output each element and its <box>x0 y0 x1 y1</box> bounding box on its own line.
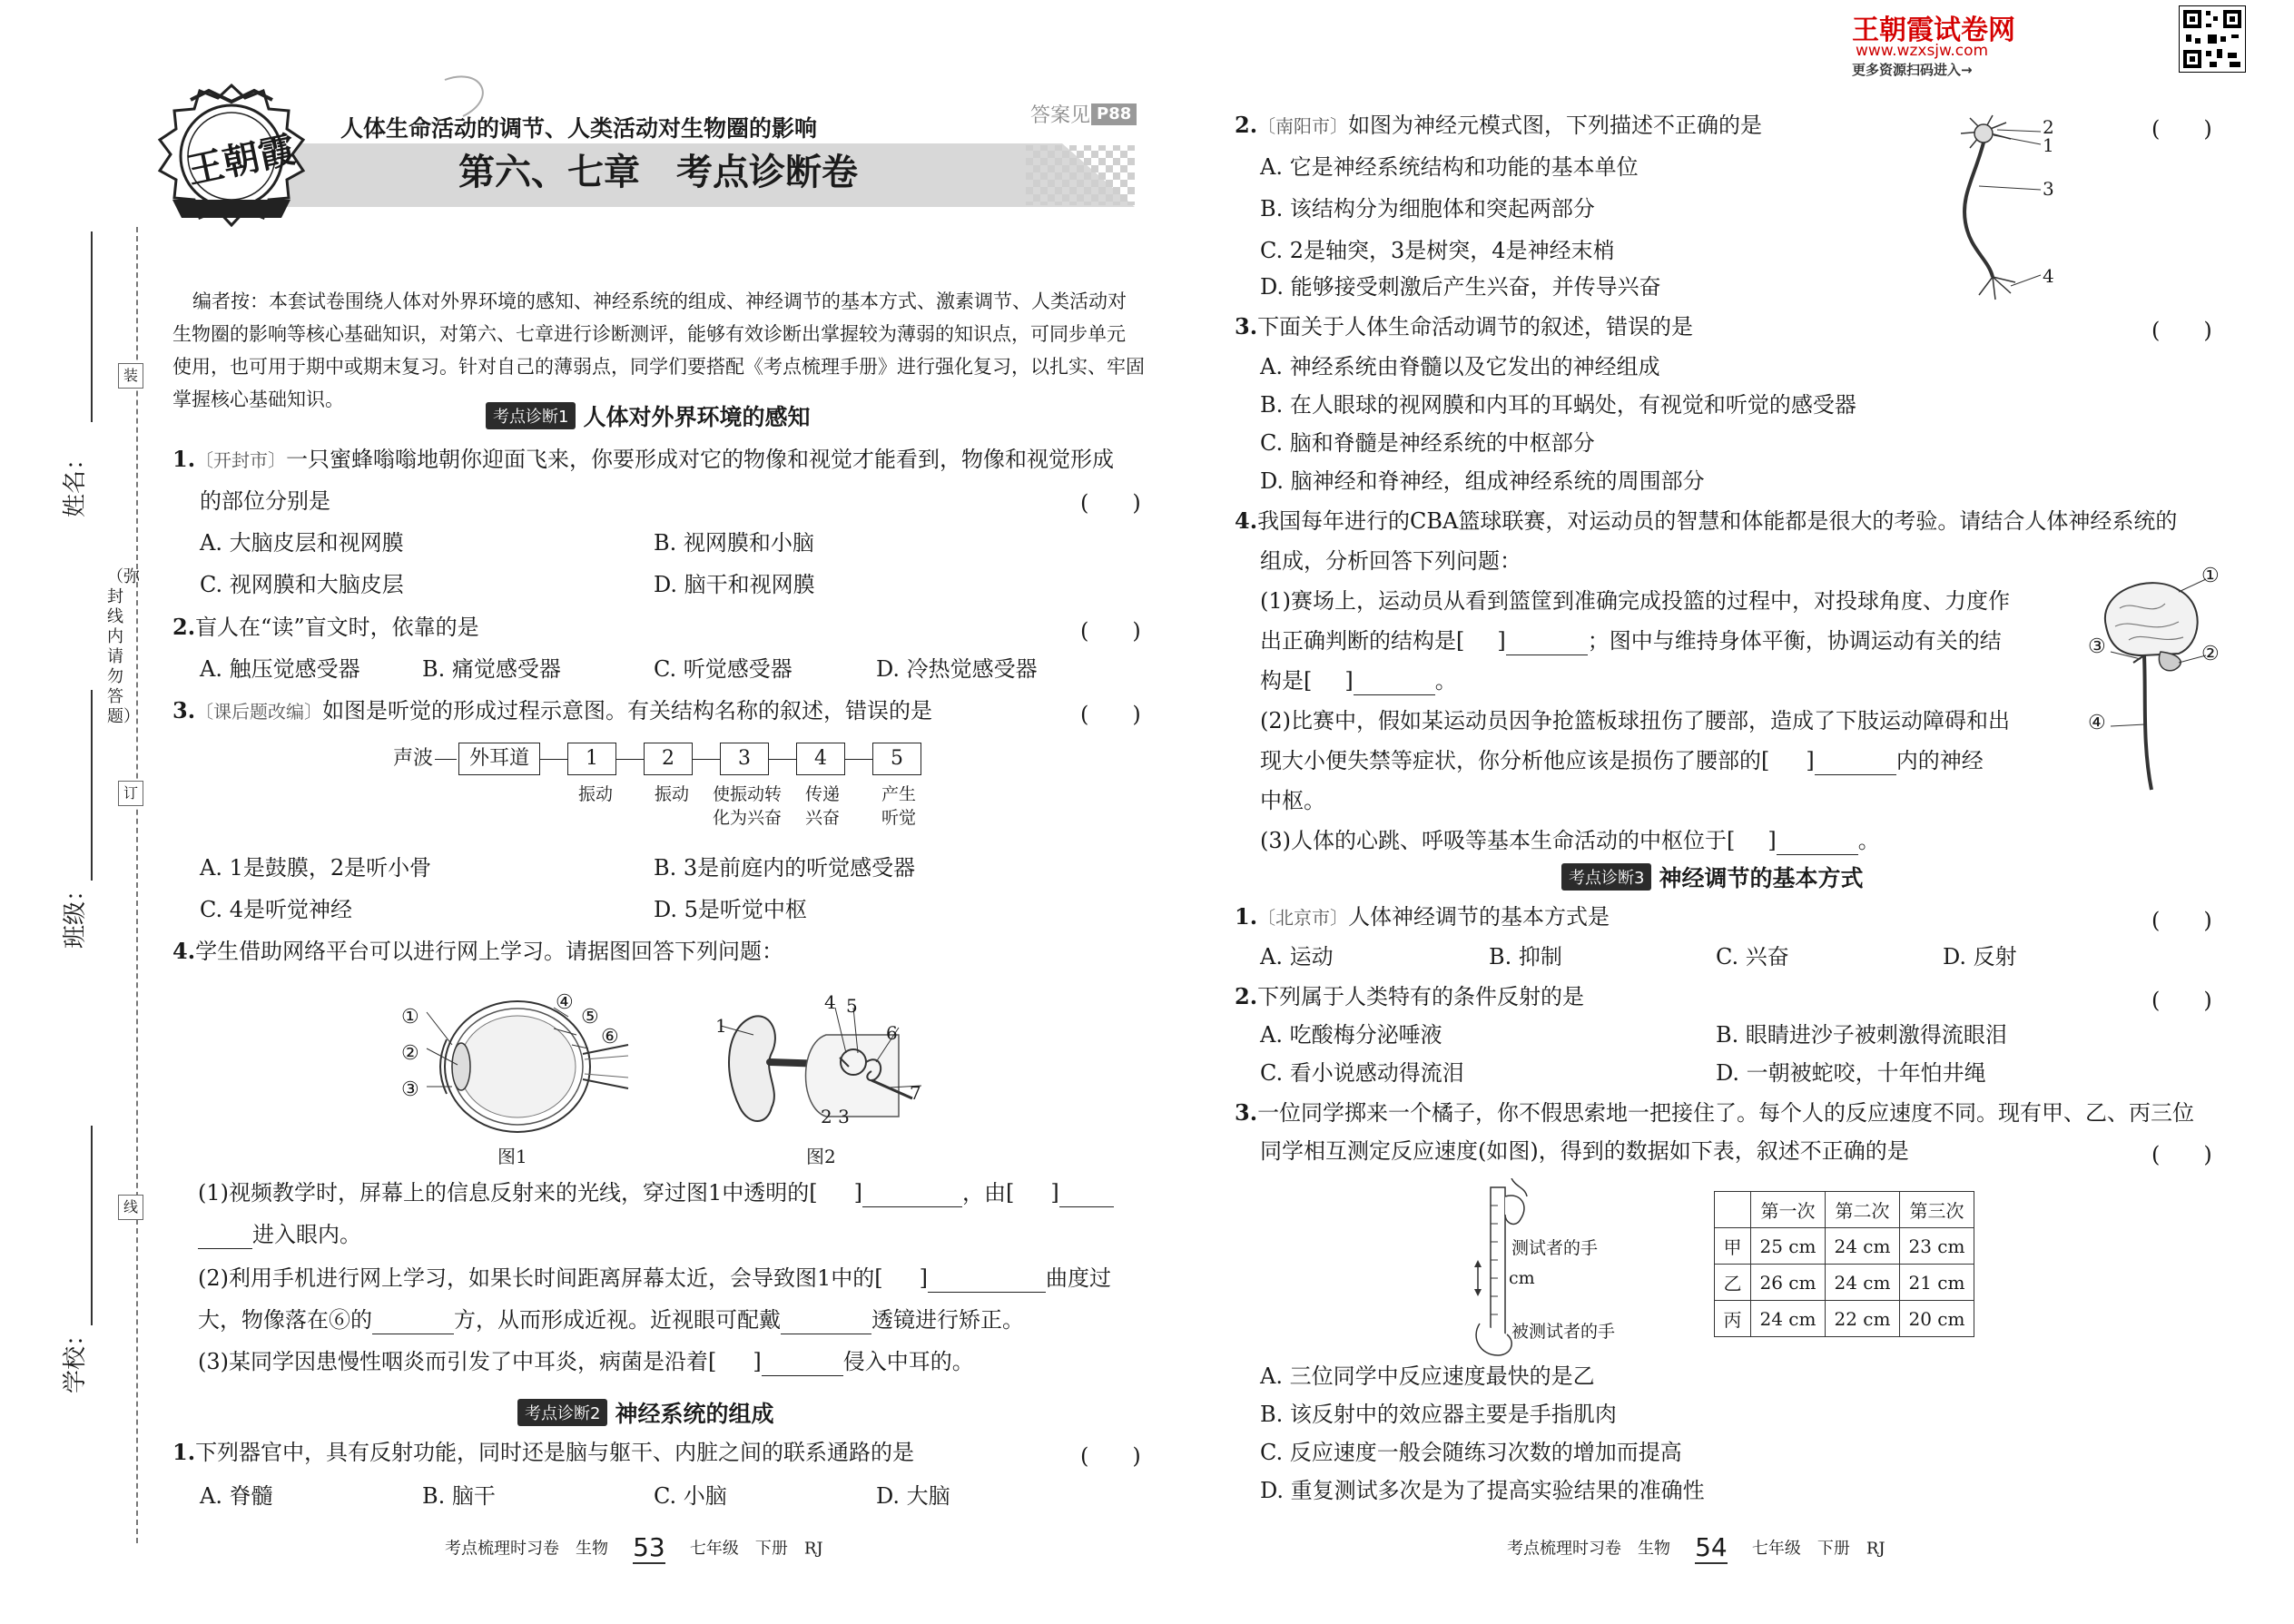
s3q1-option-a[interactable]: A. 运动 <box>1260 944 1334 969</box>
flow-arrow <box>540 759 567 760</box>
r-q3-option-a[interactable]: A. 神经系统由脊髓以及它发出的神经组成 <box>1260 354 1660 379</box>
section-2-badge: 考点诊断2 <box>517 1399 607 1426</box>
r-q3-stem: 3.下面关于人体生命活动调节的叙述，错误的是 <box>1235 313 1694 340</box>
section-1-title: 人体对外界环境的感知 <box>583 404 811 430</box>
r-q4-blank-3b[interactable] <box>1777 832 1858 855</box>
q1-option-b[interactable]: B. 视网膜和小脑 <box>654 530 814 556</box>
table-cell: 24 cm <box>1826 1265 1900 1301</box>
s3q3-option-a[interactable]: A. 三位同学中反应速度最快的是乙 <box>1260 1363 1595 1389</box>
flow-box-1: 1 <box>567 743 616 775</box>
flow-arrow <box>693 759 720 760</box>
q2-option-c[interactable]: C. 听觉感受器 <box>654 656 793 682</box>
answer-ref-page[interactable]: P88 <box>1091 103 1137 125</box>
name-label: 姓名： <box>62 446 89 517</box>
section-3-badge: 考点诊断3 <box>1561 863 1651 891</box>
section-1-badge: 考点诊断1 <box>486 402 576 429</box>
r-q3-answer-paren[interactable]: ( ) <box>2151 318 2212 343</box>
q3-option-c[interactable]: C. 4是听觉神经 <box>200 897 353 922</box>
binding-dash-line <box>136 227 138 1543</box>
r-q2-option-c[interactable]: C. 2是轴突，3是树突，4是神经末梢 <box>1260 238 1615 263</box>
table-header-cell: 第二次 <box>1826 1192 1900 1228</box>
q4-blank-1e[interactable] <box>198 1225 252 1249</box>
q2-option-a[interactable]: A. 触压觉感受器 <box>200 656 360 682</box>
q3-option-a[interactable]: A. 1是鼓膜，2是听小骨 <box>200 855 432 881</box>
flow-box-4: 4 <box>796 743 845 775</box>
q2-answer-paren[interactable]: ( ) <box>1080 618 1141 644</box>
flow-label-2: 振动 <box>655 784 690 804</box>
eye-label-1: ① <box>401 1006 419 1029</box>
fig-tester-label: 测试者的手 <box>1511 1238 1599 1258</box>
eye-label-4: ④ <box>556 991 574 1014</box>
flow-arrow <box>845 759 872 760</box>
q4-blank-2c[interactable] <box>372 1311 454 1334</box>
q4-part1-line2: 进入眼内。 <box>198 1220 361 1249</box>
binding-mark-xian: 线 <box>118 1195 143 1220</box>
q4-blank-3b[interactable] <box>762 1353 843 1376</box>
r-q4-part1-line1: (1)赛场上，运动员从看到篮筐到准确完成投篮的过程中，对投球角度、力度作 <box>1260 588 2010 614</box>
section-3-heading <box>1561 861 1863 893</box>
s3q1-answer-paren[interactable]: ( ) <box>2151 908 2212 933</box>
section-1-heading <box>486 399 810 432</box>
q4-blank-1c[interactable] <box>1014 1184 1050 1207</box>
brain-label-1: ① <box>2201 565 2220 587</box>
ear-label-6: 6 <box>886 1022 898 1044</box>
brain-label-4: ④ <box>2088 712 2106 734</box>
right-footer <box>1507 1532 1885 1562</box>
flow-arrow <box>616 759 644 760</box>
neuron-label-4: 4 <box>2043 265 2054 287</box>
fig1-caption: 图1 <box>497 1146 527 1167</box>
editor-note-line1: 编者按：本套试卷围绕人体对外界环境的感知、神经系统的组成、神经调节的基本方式、激素调节、人类活动对 <box>192 290 1127 312</box>
q1-option-c[interactable]: C. 视网膜和大脑皮层 <box>200 572 404 597</box>
editor-note-line3: 使用，也可用于期中或期末复习。针对自己的薄弱点，同学们要搭配《考点梳理手册》进行强化复习，以扎实、牢固 <box>172 356 1145 378</box>
r-q3-option-c[interactable]: C. 脑和脊髓是神经系统的中枢部分 <box>1260 430 1595 456</box>
r-q2-answer-paren[interactable]: ( ) <box>2151 116 2212 142</box>
table-cell: 23 cm <box>1900 1228 1974 1265</box>
flow-arrow <box>769 759 796 760</box>
q2-option-b[interactable]: B. 痛觉感受器 <box>422 656 561 682</box>
eye-label-2: ② <box>401 1042 419 1065</box>
flow-box-2: 2 <box>644 743 693 775</box>
r-q4-part2-line3: 中枢。 <box>1260 788 1325 813</box>
q4-blank-2b[interactable] <box>928 1269 1046 1293</box>
neuron-label-1: 1 <box>2043 134 2054 156</box>
q4-part2-line1: (2)利用手机进行网上学习，如果长时间距离屏幕太近，会导致图1中的[ ] 曲度过 <box>198 1265 1112 1291</box>
qr-code-icon[interactable] <box>2179 5 2246 73</box>
s3q1-option-b[interactable]: B. 抑制 <box>1489 944 1562 969</box>
eye-label-3: ③ <box>401 1078 419 1101</box>
fig-unit-label: cm <box>1509 1268 1535 1288</box>
eye-label-6: ⑥ <box>601 1026 619 1048</box>
r-q4-blank-1a[interactable] <box>1464 632 1497 655</box>
table-row <box>1715 1228 1974 1265</box>
flow-box-5: 5 <box>872 743 921 775</box>
table-cell: 24 cm <box>1826 1228 1900 1265</box>
ear-label-1: 1 <box>715 1015 727 1037</box>
table-row <box>1715 1301 1974 1337</box>
r-q2-option-d[interactable]: D. 能够接受刺激后产生兴奋，并传导兴奋 <box>1260 274 1661 300</box>
fig2-caption: 图2 <box>806 1146 836 1167</box>
eye-label-5: ⑤ <box>581 1006 599 1029</box>
header-subtitle: 人体生命活动的调节、人类活动对生物圈的影响 <box>340 115 818 142</box>
r-q4-part2-line2: 现大小便失禁等症状，你分析他应该是损伤了腰部的[ ] 内的神经 <box>1260 748 1984 773</box>
site-promo: 更多资源扫码进入→ <box>1852 62 1973 78</box>
s3q1-option-c[interactable]: C. 兴奋 <box>1716 944 1789 969</box>
page-number: 54 <box>1695 1532 1728 1562</box>
flow-label-5b: 听觉 <box>881 808 917 828</box>
s2q1-option-d[interactable]: D. 大脑 <box>876 1483 950 1509</box>
q1-option-a[interactable]: A. 大脑皮层和视网膜 <box>200 530 404 556</box>
s2q1-answer-paren[interactable]: ( ) <box>1080 1443 1141 1469</box>
q3-stem: 3.〔课后题改编〕如图是听觉的形成过程示意图。有关结构名称的叙述，错误的是 <box>172 697 933 723</box>
s2q1-option-c[interactable]: C. 小脑 <box>654 1483 727 1509</box>
table-header-cell <box>1715 1192 1751 1228</box>
binding-mark-ding: 订 <box>118 781 143 806</box>
s3q3-option-c[interactable]: C. 反应速度一般会随练习次数的增加而提高 <box>1260 1440 1682 1465</box>
neuron-label-2: 2 <box>2043 116 2054 138</box>
flow-label-5a: 产生 <box>881 784 917 804</box>
q4-part2-line2: 大，物像落在⑥的 方，从而形成近视。近视眼可配戴 透镜进行矫正。 <box>198 1307 1024 1333</box>
brain-label-2: ② <box>2201 643 2220 665</box>
r-q4-part2-line1: (2)比赛中，假如某运动员因争抢篮板球扭伤了腰部，造成了下肢运动障碍和出 <box>1260 708 2010 733</box>
r-q4-blank-1b[interactable] <box>1506 632 1588 655</box>
brain-spinal-diagram <box>2079 572 2233 799</box>
flow-arrow <box>435 759 457 760</box>
q4-blank-2d[interactable] <box>781 1311 871 1334</box>
q3-answer-paren[interactable]: ( ) <box>1080 702 1141 727</box>
table-header-cell: 第一次 <box>1751 1192 1826 1228</box>
table-cell: 21 cm <box>1900 1265 1974 1301</box>
q4-blank-3a[interactable] <box>716 1353 753 1376</box>
editor-note-line2: 生物圈的影响等核心基础知识，对第六、七章进行诊断测评，能够有效诊断出掌握较为薄弱的知识点，可同步单元 <box>172 323 1126 345</box>
seal-note: （弥封线内请勿答题） <box>107 567 140 726</box>
r-q3-option-d[interactable]: D. 脑神经和脊神经，组成神经系统的周围部分 <box>1260 468 1705 494</box>
s3q2-option-a[interactable]: A. 吃酸梅分泌唾液 <box>1260 1022 1442 1048</box>
ear-label-7: 7 <box>910 1082 921 1104</box>
table-cell: 20 cm <box>1900 1301 1974 1337</box>
page-number: 53 <box>633 1532 665 1562</box>
editor-note-line4: 掌握核心基础知识。 <box>172 389 344 410</box>
r-q2-option-b[interactable]: B. 该结构分为细胞体和突起两部分 <box>1260 196 1595 221</box>
table-cell: 25 cm <box>1751 1228 1826 1265</box>
table-cell: 24 cm <box>1751 1301 1826 1337</box>
table-cell: 丙 <box>1715 1301 1751 1337</box>
footer-book: 考点梳理时习卷 生物 <box>1507 1539 1670 1559</box>
neuron-label-3: 3 <box>2043 178 2054 200</box>
r-q4-stem-line1: 4.我国每年进行的CBA篮球联赛，对运动员的智慧和体能都是很大的考验。请结合人体神经系统的 <box>1235 507 2178 534</box>
q1-stem-line2: 的部位分别是 <box>200 488 330 514</box>
class-underline[interactable] <box>91 690 93 881</box>
flow-label-3b: 化为兴奋 <box>713 808 783 828</box>
q4-stem: 4.学生借助网络平台可以进行网上学习。请据图回答下列问题： <box>172 938 784 964</box>
table-cell: 22 cm <box>1826 1301 1900 1337</box>
reaction-results-table <box>1714 1191 1974 1337</box>
s2q1-option-b[interactable]: B. 脑干 <box>422 1483 496 1509</box>
section-2-heading <box>517 1396 773 1429</box>
s3q1-option-d[interactable]: D. 反射 <box>1943 944 2017 969</box>
page-title: 第六、七章 考点诊断卷 <box>458 152 858 193</box>
class-label: 班级： <box>62 877 89 949</box>
answer-ref-label: 答案见 <box>1030 104 1091 127</box>
s3q3-stem-line1: 3.一位同学掷来一个橘子，你不假思索地一把接住了。每个人的反应速度不同。现有甲、乙、丙三位 <box>1235 1099 2195 1126</box>
s3q2-answer-paren[interactable]: ( ) <box>2151 988 2212 1013</box>
table-cell: 甲 <box>1715 1228 1751 1265</box>
table-cell: 26 cm <box>1751 1265 1826 1301</box>
r-q4-blank-1d[interactable] <box>1354 672 1435 695</box>
ear-label-4: 4 <box>824 991 836 1013</box>
r-q4-stem-line2: 组成，分析回答下列问题： <box>1260 548 1521 574</box>
name-underline[interactable] <box>91 231 93 422</box>
neuron-diagram <box>1925 113 2061 309</box>
r-q4-blank-2b[interactable] <box>1815 752 1896 775</box>
flow-box-outer-canal: 外耳道 <box>458 743 540 775</box>
q2-stem: 2.盲人在“读”盲文时，依靠的是 <box>172 614 479 640</box>
flow-label-4a: 传递 <box>805 784 841 804</box>
flow-label-1: 振动 <box>578 784 614 804</box>
s3q2-option-b[interactable]: B. 眼睛进沙子被刺激得流眼泪 <box>1716 1022 2007 1048</box>
flow-start: 声波 <box>393 747 434 770</box>
s3q2-option-c[interactable]: C. 看小说感动得流泪 <box>1260 1060 1464 1086</box>
table-row <box>1715 1265 1974 1301</box>
section-2-title: 神经系统的组成 <box>615 1401 774 1427</box>
s2q1-stem: 1.下列器官中，具有反射功能，同时还是脑与躯干、内脏之间的联系通路的是 <box>172 1439 915 1465</box>
q3-option-b[interactable]: B. 3是前庭内的听觉感受器 <box>654 855 916 881</box>
r-q4-part3: (3)人体的心跳、呼吸等基本生命活动的中枢位于[ ] 。 <box>1260 828 1880 853</box>
footer-grade: 七年级 下册 RJ <box>689 1539 823 1559</box>
s3q3-stem-line2: 同学相互测定反应速度(如图)，得到的数据如下表，叙述不正确的是 <box>1260 1138 1909 1164</box>
brain-label-3: ③ <box>2088 635 2106 658</box>
r-q2-option-a[interactable]: A. 它是神经系统结构和功能的基本单位 <box>1260 154 1639 180</box>
hearing-flow-diagram <box>386 741 949 841</box>
table-header-cell: 第三次 <box>1900 1192 1974 1228</box>
brand-banner <box>1852 5 2279 78</box>
r-q4-blank-2a[interactable] <box>1769 752 1806 775</box>
r-q4-blank-1c[interactable] <box>1312 672 1344 695</box>
table-cell: 乙 <box>1715 1265 1751 1301</box>
r-q3-option-b[interactable]: B. 在人眼球的视网膜和内耳的耳蜗处，有视觉和听觉的感受器 <box>1260 392 1856 418</box>
ear-label-23: 2 3 <box>821 1106 850 1127</box>
q1-stem-line1: 1.〔开封市〕一只蜜蜂嗡嗡地朝你迎面飞来，你要形成对它的物像和视觉才能看到，物像和视觉形成 <box>172 446 1115 472</box>
q3-option-d[interactable]: D. 5是听觉中枢 <box>654 897 807 922</box>
flow-label-4b: 兴奋 <box>805 808 841 828</box>
q4-blank-1d[interactable] <box>1059 1184 1114 1207</box>
binding-mark-zhuang: 装 <box>118 363 143 389</box>
s3q2-option-d[interactable]: D. 一朝被蛇咬，十年怕井绳 <box>1716 1060 1986 1086</box>
s3q2-stem: 2.下列属于人类特有的条件反射的是 <box>1235 983 1585 1009</box>
q4-blank-1b[interactable] <box>862 1184 962 1207</box>
r-q4-part1-line2: 出正确判断的结构是[ ] ；图中与维持身体平衡，协调运动有关的结 <box>1260 628 2002 654</box>
q1-option-d[interactable]: D. 脑干和视网膜 <box>654 572 815 597</box>
footer-grade: 七年级 下册 RJ <box>1751 1539 1885 1559</box>
q4-part3: (3)某同学因患慢性咽炎而引发了中耳炎，病菌是沿着[ ] 侵入中耳的。 <box>198 1349 974 1374</box>
s3q3-option-d[interactable]: D. 重复测试多次是为了提高实验结果的准确性 <box>1260 1478 1705 1503</box>
table-header-row <box>1715 1192 1974 1228</box>
fig-subject-label: 被测试者的手 <box>1511 1322 1616 1342</box>
q4-blank-2a[interactable] <box>883 1269 920 1293</box>
footer-book: 考点梳理时习卷 生物 <box>445 1539 608 1559</box>
s2q1-option-a[interactable]: A. 脊髓 <box>200 1483 273 1509</box>
s3q1-stem: 1.〔北京市〕人体神经调节的基本方式是 <box>1235 903 1610 930</box>
flow-box-3: 3 <box>720 743 769 775</box>
q2-option-d[interactable]: D. 冷热觉感受器 <box>876 656 1038 682</box>
site-url[interactable]: www.wzxsjw.com <box>1856 42 1989 60</box>
logo-text: 王朝霞 <box>183 127 300 192</box>
r-q4-blank-3a[interactable] <box>1735 832 1767 855</box>
q1-answer-paren[interactable]: ( ) <box>1080 490 1141 516</box>
left-footer <box>445 1532 823 1562</box>
s3q3-option-b[interactable]: B. 该反射中的效应器主要是手指肌肉 <box>1260 1402 1617 1427</box>
ear-label-5: 5 <box>846 995 858 1017</box>
q4-part1-line1: (1)视频教学时，屏幕上的信息反射来的光线，穿过图1中透明的[ ] ，由[ ] <box>198 1178 1114 1207</box>
q4-blank-1a[interactable] <box>818 1184 854 1207</box>
site-name: 王朝霞试卷网 <box>1852 15 2015 46</box>
section-3-title: 神经调节的基本方式 <box>1659 865 1864 891</box>
school-label: 学校： <box>62 1322 89 1393</box>
flow-label-3a: 使振动转 <box>713 784 783 804</box>
r-q4-part1-line3: 构是[ ] 。 <box>1260 668 1457 694</box>
s3q3-answer-paren[interactable]: ( ) <box>2151 1142 2212 1167</box>
school-underline[interactable] <box>91 1126 93 1325</box>
r-q2-stem: 2.〔南阳市〕如图为神经元模式图，下列描述不正确的是 <box>1235 112 1763 138</box>
